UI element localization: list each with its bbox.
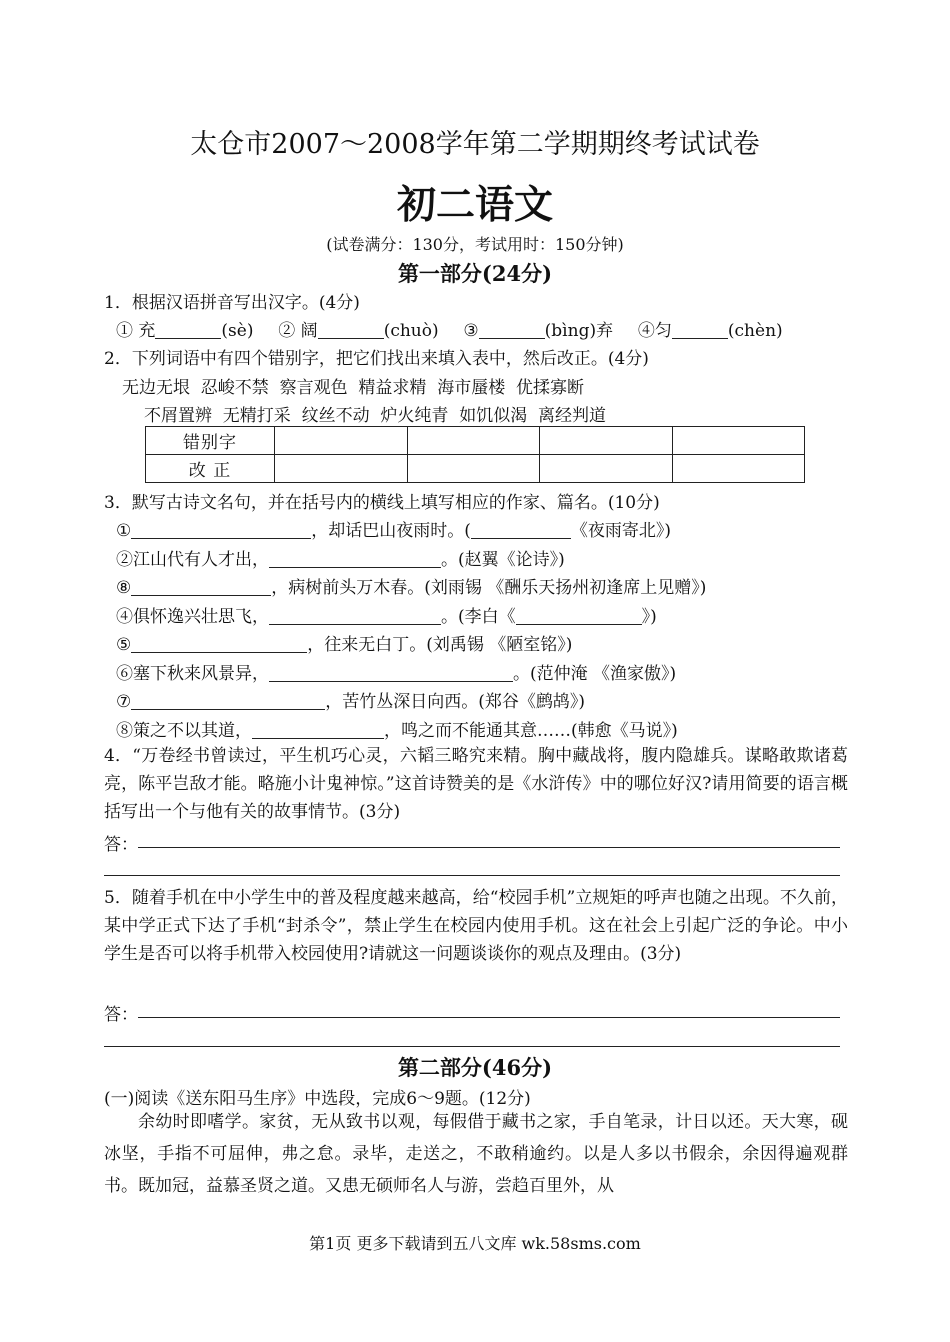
q1-blank3[interactable] (479, 321, 545, 339)
table-cell[interactable] (407, 455, 540, 483)
q3-l6-blank[interactable] (269, 664, 513, 682)
q3-l1-mid: ，却话巴山夜雨时。( (311, 521, 471, 541)
table-row (146, 455, 805, 483)
table-cell[interactable] (407, 427, 540, 455)
q5-text: 5．随着手机在中小学生中的普及程度越来越高，给“校园手机”立规矩的呼声也随之出现。不久前，某中学正式下达了手机“封杀令”，禁止学生在校园内使用手机。这在社会上引起广泛的争论。中小学生是否可以将手机带入校园使用?请就这一问题谈谈你的观点及理由。(3分) (104, 888, 848, 964)
q4-text: 4．“万卷经书曾读过，平生机巧心灵，六韬三略究来精。胸中藏战将，腹内隐雄兵。谋略敢欺诸葛亮，陈平岂敌才能。略施小计鬼神惊。”这首诗赞美的是《水浒传》中的哪位好汉?请用简要的语言概括写出一个与他有关的故事情节。(3分) (104, 746, 848, 822)
table-header-correct: 改 正 (146, 455, 275, 483)
q3-l2-blank[interactable] (269, 550, 441, 568)
q3-line4 (116, 602, 657, 627)
q3-l1-prefix: ① (116, 521, 132, 541)
q1-blank2[interactable] (318, 321, 384, 339)
subject-title: 初二语文 (396, 182, 553, 228)
q3-l4-mid: 。(李白《 (441, 607, 516, 627)
q3-l7-suffix: ，苦竹丛深日向西。(郑谷《鹧鸪》) (325, 692, 586, 712)
q5-answer-line[interactable] (138, 1017, 840, 1018)
q3-l7-blank[interactable] (131, 692, 325, 710)
q4-answer-line[interactable] (138, 847, 840, 848)
q3-l3-suffix: ，病树前头万木春。(刘雨锡 《酬乐天扬州初逢席上见赠》) (271, 578, 707, 598)
q3-l5-suffix: ，往来无白丁。(刘禹锡 《陋室铭》) (307, 635, 573, 655)
q1-item1-prefix: ① 充 (116, 321, 156, 341)
table-cell[interactable] (275, 427, 408, 455)
q3-l8-blank[interactable] (252, 721, 384, 739)
table-row (146, 427, 805, 455)
q3-line5 (116, 630, 572, 655)
q3-l7-prefix: ⑦ (116, 692, 132, 712)
q3-line2 (116, 545, 565, 570)
q3-stem: 3．默写古诗文名句，并在括号内的横线上填写相应的作家、篇名。(10分) (104, 493, 660, 513)
q1-item2-pinyin: (chuò) (383, 321, 439, 341)
q3-l8-prefix: ⑧策之不以其道， (116, 721, 252, 741)
q3-l6-prefix: ⑥塞下秋来风景异， (116, 664, 269, 684)
q3-l4-prefix: ④俱怀逸兴壮思飞， (116, 607, 269, 627)
q1-item3-prefix: ③ (463, 321, 479, 341)
q3-l2-suffix: 。(赵翼《论诗》) (441, 550, 565, 570)
exam-title: 太仓市2007～2008学年第二学期期终考试试卷 (190, 129, 760, 160)
q3-l1-suffix: 《夜雨寄北》) (570, 521, 672, 541)
q1-item1-pinyin: (sè) (221, 321, 254, 341)
q4-answer-label: 答： (104, 835, 138, 855)
q1-item2-prefix: ② 阔 (278, 321, 318, 341)
table-cell[interactable] (540, 455, 673, 483)
q3-l5-prefix: ⑤ (116, 635, 132, 655)
q5-answer-line[interactable] (104, 1046, 840, 1047)
q3-l4-blank[interactable] (269, 607, 441, 625)
page-footer: 第1页 更多下载请到五八文库 wk.58sms.com (309, 1234, 641, 1253)
q3-l4-suffix: 》) (641, 607, 657, 627)
q2-correction-table (145, 426, 805, 483)
q3-l2-prefix: ②江山代有人才出， (116, 550, 269, 570)
q1-item3-pinyin: (bìng)弃 (544, 321, 614, 341)
q3-line3 (116, 573, 706, 598)
q2-words-line2: 不屑置辨 无精打采 纹丝不动 炉火纯青 如饥似渴 离经判道 (144, 406, 607, 426)
q1-blank4[interactable] (672, 321, 728, 339)
q2-stem: 2．下列词语中有四个错别字，把它们找出来填入表中，然后改正。(4分) (104, 349, 649, 369)
q4-answer-line[interactable] (104, 875, 840, 876)
q3-l8-suffix: ，鸣之而不能通其意……(韩愈《马说》) (384, 721, 678, 741)
table-cell[interactable] (672, 455, 805, 483)
q2-words-line1: 无边无垠 忍峻不禁 察言观色 精益求精 海市蜃楼 优揉寡断 (122, 378, 585, 398)
q1-stem: 1．根据汉语拼音写出汉字。(4分) (104, 293, 360, 313)
q1-item4-pinyin: (chèn) (727, 321, 783, 341)
exam-info: (试卷满分：130分，考试用时：150分钟) (326, 235, 624, 254)
q3-line1 (116, 516, 671, 541)
table-cell[interactable] (275, 455, 408, 483)
q1-item4-prefix: ④匀 (637, 321, 672, 341)
table-header-wrong: 错别字 (146, 427, 275, 455)
q3-line7 (116, 687, 585, 712)
table-cell[interactable] (672, 427, 805, 455)
q3-l6-suffix: 。(范仲淹 《渔家傲》) (513, 664, 677, 684)
q5-answer-label: 答： (104, 1005, 138, 1025)
q3-l3-prefix: ⑧ (116, 578, 132, 598)
q3-l1-blank[interactable] (131, 521, 311, 539)
q3-l3-blank[interactable] (131, 578, 271, 596)
q3-line6 (116, 659, 676, 684)
part1-heading: 第一部分(24分) (397, 261, 553, 286)
q1-blank1[interactable] (155, 321, 221, 339)
part2-heading: 第二部分(46分) (397, 1055, 553, 1080)
q3-l5-blank[interactable] (131, 635, 307, 653)
reading-passage: 余幼时即嗜学。家贫，无从致书以观，每假借于藏书之家，手自笔录，计日以还。天大寒，砚冰坚，手指不可屈伸，弗之怠。录毕，走送之，不敢稍逾约。以是人多以书假余，余因得遍观群书。既加冠，益慕圣贤之道。又患无硕师名人与游，尝趋百里外，从 (104, 1112, 848, 1196)
q3-line8 (116, 716, 678, 741)
q3-l4-title-blank[interactable] (516, 607, 642, 625)
table-cell[interactable] (540, 427, 673, 455)
part2-section-intro: (一)阅读《送东阳马生序》中选段，完成6～9题。(12分) (104, 1089, 531, 1109)
q1-items (116, 316, 783, 341)
q3-l1-author-blank[interactable] (471, 521, 571, 539)
